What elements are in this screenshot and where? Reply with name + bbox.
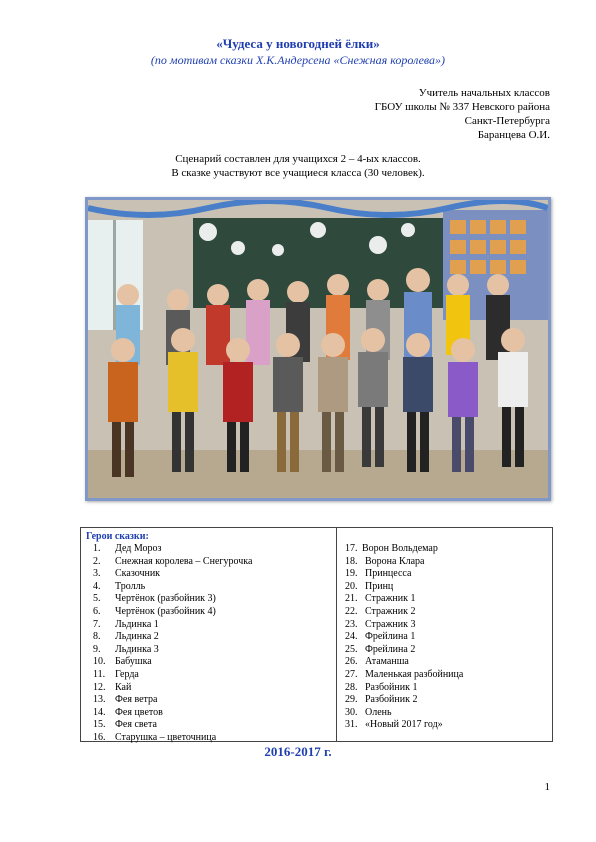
cast-item-name: Маленькая разбойница — [365, 668, 464, 680]
cast-item-name: Бабушка — [115, 656, 152, 668]
cast-item-name: Принцесса — [365, 568, 412, 580]
author-city: Санкт-Петербурга — [464, 115, 550, 127]
cast-list-item — [93, 556, 333, 569]
cast-item-number: 5. — [93, 593, 101, 605]
cast-table — [80, 527, 553, 742]
cast-item-number: 9. — [93, 643, 101, 655]
cast-item-number: 10. — [93, 656, 106, 668]
cast-item-number: 31. — [345, 719, 358, 731]
cast-item-number: 14. — [93, 706, 106, 718]
cast-item-name: Льдинка 3 — [115, 643, 159, 655]
cast-list-right — [345, 543, 550, 732]
school-year: 2016-2017 г. — [264, 744, 332, 759]
cast-list-item — [93, 682, 333, 695]
document-subtitle: (по мотивам сказки Х.К.Андерсена «Снежная королева») — [150, 53, 446, 67]
class-group-photo — [85, 197, 551, 501]
cast-item-name: Герда — [115, 668, 139, 680]
cast-item-name: Фрейлина 2 — [365, 643, 416, 655]
cast-item-number: 29. — [345, 694, 358, 706]
author-position: Учитель начальных классов — [418, 87, 550, 99]
intro-line-2: В сказке участвуют все учащиеся класса (30 человек). — [171, 167, 425, 179]
cast-item-name: Атаманша — [365, 656, 409, 668]
cast-item-number: 1. — [93, 543, 101, 554]
cast-item-number: 30. — [345, 706, 358, 718]
cast-item-name: Кай — [115, 681, 132, 693]
cast-list-item — [345, 631, 550, 644]
cast-item-number: 27. — [345, 668, 358, 680]
cast-list-item — [345, 719, 550, 732]
cast-item-number: 15. — [93, 719, 106, 731]
cast-item-number: 23. — [345, 618, 358, 630]
cast-table-divider — [336, 528, 337, 741]
cast-item-number: 4. — [93, 580, 101, 592]
cast-item-name: Чертёнок (разбойник 4) — [115, 605, 216, 617]
cast-list-item — [93, 669, 333, 682]
cast-list-item — [345, 656, 550, 669]
cast-item-number: 13. — [93, 694, 106, 706]
photo-illustration — [88, 200, 548, 498]
cast-item-number: 12. — [93, 681, 106, 693]
cast-item-name: Дед Мороз — [115, 543, 162, 554]
cast-item-number: 21. — [345, 593, 358, 605]
cast-list-item — [345, 606, 550, 619]
cast-item-name: Тролль — [115, 580, 146, 592]
cast-item-number: 28. — [345, 681, 358, 693]
cast-item-name: Ворон Вольдемар — [362, 543, 438, 554]
cast-list-item — [93, 568, 333, 581]
cast-list-item — [93, 631, 333, 644]
intro-line-1: Сценарий составлен для учащихся 2 – 4-ых классов. — [175, 153, 421, 165]
cast-item-number: 26. — [345, 656, 358, 668]
cast-list-item — [93, 707, 333, 720]
cast-item-number: 22. — [345, 605, 358, 617]
cast-item-number: 25. — [345, 643, 358, 655]
cast-item-name: Чертёнок (разбойник 3) — [115, 593, 216, 605]
cast-item-number: 11. — [93, 668, 106, 680]
cast-item-number: 20. — [345, 580, 358, 592]
cast-item-number: 3. — [93, 568, 101, 580]
author-name: Баранцева О.И. — [477, 129, 550, 141]
cast-item-number: 2. — [93, 555, 101, 567]
cast-list-item — [345, 682, 550, 695]
cast-item-number: 19. — [345, 568, 358, 580]
cast-item-name: Стражник 1 — [365, 593, 416, 605]
cast-item-name: Ворона Клара — [365, 555, 425, 567]
cast-item-number: 16. — [93, 731, 106, 743]
cast-item-name: Сказочник — [115, 568, 161, 580]
cast-list-item — [345, 694, 550, 707]
cast-list-item — [93, 719, 333, 732]
cast-item-name: Фрейлина 1 — [365, 631, 416, 643]
cast-item-name: Фея ветра — [115, 694, 158, 706]
cast-list-item — [93, 732, 333, 745]
cast-list-item — [345, 556, 550, 569]
cast-item-name: Стражник 2 — [365, 605, 416, 617]
cast-item-name: «Новый 2017 год» — [365, 719, 443, 731]
cast-list-item — [93, 593, 333, 606]
cast-list-item — [345, 568, 550, 581]
cast-list-item — [93, 619, 333, 632]
cast-item-name: Снежная королева – Снегурочка — [115, 555, 253, 567]
cast-item-name: Разбойник 1 — [365, 681, 418, 693]
cast-item-number: 7. — [93, 618, 101, 630]
cast-list-item — [345, 707, 550, 720]
cast-item-name: Старушка – цветочница — [115, 731, 217, 743]
cast-item-name: Принц — [365, 580, 394, 592]
cast-item-name: Льдинка 1 — [115, 618, 159, 630]
cast-item-number: 6. — [93, 605, 101, 617]
cast-list-item — [93, 581, 333, 594]
cast-item-name: Олень — [365, 706, 392, 718]
cast-list-item — [93, 694, 333, 707]
document-title: «Чудеса у новогодней ёлки» — [216, 36, 380, 51]
cast-item-name: Разбойник 2 — [365, 694, 418, 706]
cast-list-item — [93, 606, 333, 619]
cast-list-item — [345, 581, 550, 594]
cast-item-number: 8. — [93, 631, 101, 643]
intro-text — [0, 152, 596, 180]
cast-list-item — [345, 543, 550, 556]
author-school: ГБОУ школы № 337 Невского района — [374, 101, 550, 113]
cast-heading: Герои сказки: — [86, 531, 149, 542]
page-number: 1 — [544, 781, 550, 793]
cast-list-item — [345, 619, 550, 632]
cast-list-item — [345, 593, 550, 606]
cast-item-number: 17. — [345, 543, 358, 554]
cast-list-item — [345, 669, 550, 682]
cast-item-name: Фея света — [115, 719, 157, 731]
cast-item-name: Льдинка 2 — [115, 631, 159, 643]
cast-list-item — [345, 644, 550, 657]
author-block — [375, 86, 550, 142]
cast-list-item — [93, 656, 333, 669]
cast-item-number: 24. — [345, 631, 358, 643]
cast-item-number: 18. — [345, 555, 358, 567]
cast-list-item — [93, 543, 333, 556]
cast-item-name: Стражник 3 — [365, 618, 416, 630]
cast-list-left — [93, 543, 333, 745]
cast-list-item — [93, 644, 333, 657]
cast-item-name: Фея цветов — [115, 706, 163, 718]
